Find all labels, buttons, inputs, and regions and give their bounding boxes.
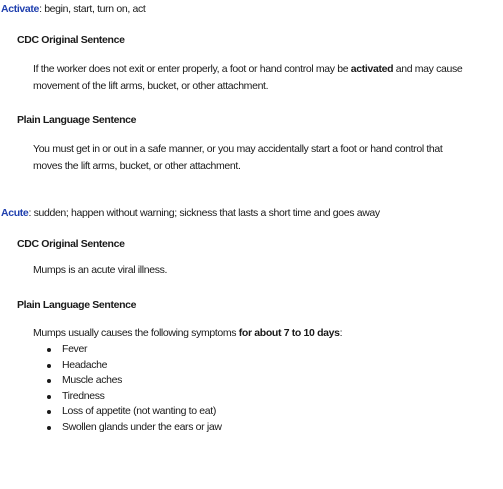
list-item: Fever: [46, 342, 222, 358]
plain-language-heading: Plain Language Sentence: [17, 114, 137, 126]
plain-language-sentence: You must get in or out in a safe manner, or you may accidentally start a foot or hand control that moves the lift arms, bucket, or other attachment.: [33, 143, 443, 172]
term-word: Acute: [1, 207, 29, 219]
symptom-list: [46, 342, 222, 435]
term-definition-line: [1, 206, 380, 220]
list-item: Swollen glands under the ears or jaw: [46, 420, 222, 436]
list-item: Headache: [46, 358, 222, 374]
term-definition: : sudden; happen without warning; sickness that lasts a short time and goes away: [28, 207, 380, 219]
plain-language-heading: Plain Language Sentence: [17, 299, 137, 311]
list-item: Loss of appetite (not wanting to eat): [46, 404, 222, 420]
cdc-original-heading: CDC Original Sentence: [17, 238, 125, 250]
highlighted-word: activated: [350, 63, 394, 75]
highlighted-phrase: for about 7 to 10 days: [238, 327, 340, 339]
list-item: Tiredness: [46, 389, 222, 405]
cdc-original-sentence: Mumps is an acute viral illness.: [33, 264, 168, 276]
term-definition: : begin, start, turn on, act: [39, 3, 146, 15]
cdc-original-sentence: If the worker does not exit or enter properly, a foot or hand control may be activated and may cause movement of the lift arms, bucket, or other attachment.: [33, 63, 463, 92]
term-word: Activate: [1, 3, 40, 15]
term-definition-line: [1, 2, 145, 16]
list-item: Muscle aches: [46, 373, 222, 389]
cdc-original-heading: CDC Original Sentence: [17, 34, 125, 46]
plain-language-sentence: Mumps usually causes the following symptoms for about 7 to 10 days:: [33, 327, 343, 339]
